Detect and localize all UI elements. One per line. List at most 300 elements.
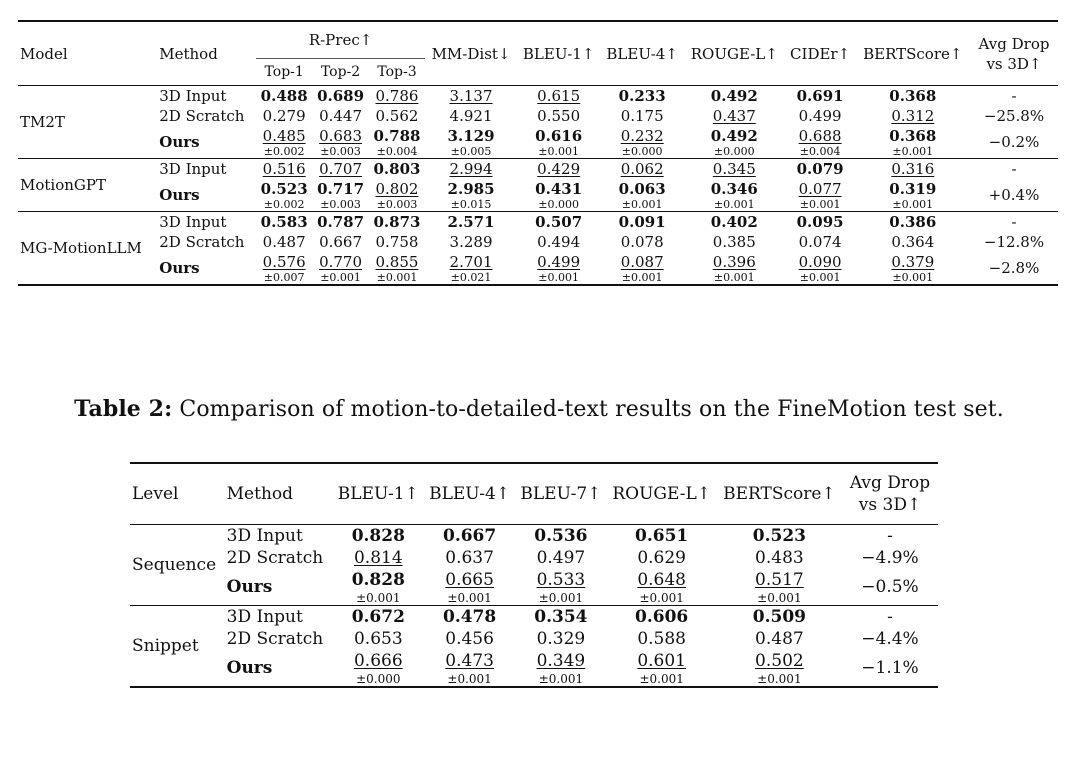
metric-value: 0.651 — [635, 526, 689, 546]
avg-drop-value: −0.2% — [988, 133, 1040, 151]
metric-value: 0.078 — [620, 233, 664, 251]
metric-value: 0.492 — [710, 87, 758, 105]
table-row — [18, 252, 1058, 285]
metric-std: ±0.007 — [263, 271, 305, 284]
metric-value: 0.087 — [620, 253, 664, 271]
metric-std: ±0.001 — [892, 198, 934, 211]
metric-value: 0.523 — [260, 180, 308, 198]
metric-value: 0.672 — [351, 607, 405, 627]
method-name: 3D Input — [159, 160, 227, 178]
table-row — [18, 232, 1058, 252]
metric-value: 0.232 — [620, 127, 664, 145]
metric-std: ±0.002 — [263, 145, 305, 158]
method-name: 2D Scratch — [226, 629, 324, 649]
metric-std: ±0.003 — [320, 198, 361, 211]
metric-cell — [856, 126, 970, 159]
metric-std: ±0.001 — [538, 591, 584, 605]
metric-value: 0.429 — [537, 160, 581, 178]
metric-std: ±0.001 — [621, 271, 663, 284]
metric-value: 0.667 — [319, 233, 363, 251]
metric-value: 0.689 — [317, 87, 365, 105]
metric-value: 0.629 — [637, 548, 686, 568]
metric-value: 0.523 — [752, 526, 806, 546]
method-name: 3D Input — [226, 526, 303, 546]
metric-cell — [684, 86, 785, 107]
metric-value: 0.354 — [534, 607, 588, 627]
metric-std: ±0.001 — [639, 591, 684, 605]
metric-value: 0.437 — [712, 107, 756, 125]
metric-value: 0.316 — [891, 160, 935, 178]
avg-drop-value: −25.8% — [983, 107, 1045, 125]
metric-cell — [369, 106, 425, 126]
metric-std: ±0.003 — [320, 145, 361, 158]
metric-value: 0.691 — [796, 87, 844, 105]
metric-cell — [515, 569, 606, 606]
metric-cell — [600, 179, 684, 212]
metric-value: 0.473 — [445, 651, 494, 671]
metric-std: ±0.001 — [799, 271, 841, 284]
col-header-mmdist: MM-Dist↓ — [431, 44, 511, 63]
metric-cell — [785, 159, 856, 180]
metric-cell — [515, 628, 606, 650]
avg-drop-value: −0.5% — [861, 577, 919, 597]
metric-std: ±0.004 — [799, 145, 841, 158]
metric-value: 3.129 — [447, 127, 495, 145]
metric-std: ±0.001 — [799, 198, 841, 211]
metric-std: ±0.001 — [639, 672, 684, 686]
model-name: MG-MotionLLM — [20, 239, 142, 257]
method-name: Ours — [159, 259, 200, 277]
metric-cell — [256, 159, 312, 180]
metric-cell — [684, 232, 785, 252]
metric-value: 0.063 — [618, 180, 666, 198]
metric-std: ±0.001 — [892, 271, 934, 284]
metric-value: 0.402 — [710, 213, 758, 231]
metric-cell — [856, 159, 970, 180]
metric-value: 0.090 — [798, 253, 842, 271]
metric-cell — [369, 86, 425, 107]
col-header-bleu1: BLEU-1↑ — [337, 484, 419, 504]
metric-value: 0.447 — [319, 107, 363, 125]
method-name: 2D Scratch — [226, 548, 324, 568]
metric-cell — [684, 252, 785, 285]
metric-cell — [256, 212, 312, 233]
metric-cell — [425, 126, 517, 159]
metric-std: ±0.001 — [713, 271, 755, 284]
metric-value: 0.502 — [755, 651, 804, 671]
table-row — [130, 650, 938, 687]
metric-std: ±0.021 — [450, 271, 492, 284]
method-name: Ours — [226, 658, 273, 678]
avg-drop-value: - — [1011, 213, 1017, 231]
method-name: 3D Input — [159, 87, 227, 105]
metric-cell — [333, 628, 424, 650]
metric-value: 0.576 — [262, 253, 306, 271]
metric-value: 3.289 — [449, 233, 493, 251]
metric-value: 0.074 — [798, 233, 842, 251]
metric-cell — [369, 232, 425, 252]
metric-std: ±0.001 — [621, 198, 663, 211]
metric-cell — [424, 606, 515, 629]
metric-value: 0.346 — [710, 180, 758, 198]
metric-std: ±0.001 — [447, 672, 492, 686]
metric-value: 0.517 — [755, 570, 804, 590]
metric-std: ±0.003 — [376, 198, 418, 211]
col-header-top3: Top-3 — [377, 64, 417, 80]
metric-std: ±0.000 — [538, 198, 579, 211]
metric-value: 0.616 — [535, 127, 583, 145]
metric-value: 0.077 — [798, 180, 842, 198]
avg-drop-value: −4.9% — [861, 548, 919, 568]
metric-value: 0.456 — [445, 629, 494, 649]
metric-cell — [856, 212, 970, 233]
metric-cell — [600, 106, 684, 126]
metric-value: 0.279 — [262, 107, 306, 125]
metric-cell — [607, 569, 717, 606]
metric-cell — [607, 525, 717, 548]
metric-cell — [333, 547, 424, 569]
metric-std: ±0.001 — [757, 591, 802, 605]
col-header-bleu1: BLEU-1↑ — [522, 44, 595, 63]
metric-cell — [717, 525, 842, 548]
metric-cell — [369, 126, 425, 159]
metric-cell — [424, 628, 515, 650]
metric-cell — [424, 547, 515, 569]
metric-value: 0.485 — [262, 127, 306, 145]
metric-value: 0.396 — [712, 253, 756, 271]
metric-value: 0.349 — [536, 651, 586, 671]
metric-std: ±0.001 — [538, 672, 584, 686]
method-name: 2D Scratch — [159, 107, 245, 125]
table-row — [18, 126, 1058, 159]
metric-value: 0.364 — [891, 233, 935, 251]
method-name: Ours — [159, 133, 200, 151]
metric-value: 2.994 — [449, 160, 493, 178]
table-body — [130, 525, 938, 688]
metric-value: 0.615 — [537, 87, 581, 105]
avg-drop-value: - — [887, 607, 893, 627]
metric-value: 0.509 — [752, 607, 806, 627]
avg-drop-value: - — [1011, 160, 1017, 178]
col-header-top1: Top-1 — [264, 64, 304, 80]
metric-std: ±0.002 — [263, 198, 305, 211]
metric-value: 0.499 — [537, 253, 581, 271]
method-name: 3D Input — [226, 607, 303, 627]
metric-value: 0.368 — [889, 87, 937, 105]
metric-value: 2.701 — [449, 253, 493, 271]
metric-value: 0.787 — [317, 213, 365, 231]
metric-cell — [717, 628, 842, 650]
metric-cell — [785, 86, 856, 107]
metric-cell — [517, 126, 601, 159]
metric-cell — [425, 232, 517, 252]
metric-value: 0.533 — [536, 570, 586, 590]
metric-std: ±0.000 — [621, 145, 663, 158]
table-row — [130, 547, 938, 569]
metric-value: 0.312 — [891, 107, 935, 125]
metric-cell — [333, 525, 424, 548]
metric-value: 0.637 — [445, 548, 494, 568]
metric-value: 0.488 — [260, 87, 308, 105]
metric-cell — [607, 606, 717, 629]
col-header-top2: Top-2 — [320, 64, 361, 80]
metric-cell — [425, 159, 517, 180]
metric-value: 0.873 — [373, 213, 421, 231]
metric-cell — [312, 212, 368, 233]
metric-cell — [312, 106, 368, 126]
metric-cell — [515, 606, 606, 629]
results-table-levels — [130, 462, 938, 688]
metric-cell — [785, 212, 856, 233]
metric-value: 0.345 — [712, 160, 756, 178]
metric-value: 0.233 — [618, 87, 666, 105]
metric-cell — [600, 252, 684, 285]
metric-value: 0.091 — [618, 213, 666, 231]
metric-std: ±0.004 — [376, 145, 418, 158]
metric-cell — [600, 212, 684, 233]
metric-cell — [369, 159, 425, 180]
col-header-method: Method — [226, 484, 294, 504]
metric-value: 0.431 — [535, 180, 583, 198]
metric-cell — [312, 159, 368, 180]
metric-cell — [785, 252, 856, 285]
metric-cell — [333, 606, 424, 629]
metric-std: ±0.001 — [892, 145, 934, 158]
metric-value: 0.855 — [375, 253, 419, 271]
metric-value: 0.079 — [796, 160, 844, 178]
metric-cell — [256, 252, 312, 285]
metric-cell — [517, 212, 601, 233]
metric-value: 0.786 — [375, 87, 419, 105]
metric-value: 0.507 — [535, 213, 583, 231]
metric-value: 3.137 — [449, 87, 493, 105]
metric-value: 0.062 — [620, 160, 664, 178]
metric-cell — [425, 106, 517, 126]
metric-value: 2.571 — [447, 213, 495, 231]
metric-cell — [425, 252, 517, 285]
col-header-model: Model — [20, 44, 68, 63]
level-name: Snippet — [132, 636, 199, 656]
metric-cell — [717, 606, 842, 629]
metric-cell — [600, 159, 684, 180]
metric-cell — [425, 212, 517, 233]
metric-cell — [856, 179, 970, 212]
metric-std: ±0.001 — [376, 271, 418, 284]
metric-cell — [684, 126, 785, 159]
metric-cell — [717, 650, 842, 687]
metric-cell — [684, 159, 785, 180]
metric-std: ±0.001 — [447, 591, 492, 605]
metric-value: 0.707 — [319, 160, 363, 178]
metric-cell — [785, 126, 856, 159]
metric-cell — [607, 650, 717, 687]
table-row — [130, 606, 938, 629]
metric-value: 0.497 — [536, 548, 586, 568]
col-header-rprec: R-Prec↑ — [256, 21, 425, 59]
avg-drop-value: −2.8% — [988, 259, 1040, 277]
metric-value: 0.095 — [796, 213, 844, 231]
metric-cell — [333, 569, 424, 606]
results-table-finemotion — [18, 20, 1058, 286]
table-row — [18, 179, 1058, 212]
metric-value: 0.499 — [798, 107, 842, 125]
metric-value: 0.492 — [710, 127, 758, 145]
level-name: Sequence — [132, 555, 217, 575]
metric-cell — [717, 547, 842, 569]
metric-std: ±0.001 — [538, 271, 579, 284]
method-name: Ours — [226, 577, 273, 597]
method-name: Ours — [159, 186, 200, 204]
metric-cell — [312, 179, 368, 212]
metric-value: 0.516 — [262, 160, 306, 178]
metric-cell — [600, 232, 684, 252]
metric-cell — [856, 232, 970, 252]
caption-text: Comparison of motion-to-detailed-text results on the FineMotion test set. — [179, 397, 1004, 422]
avg-drop-value: −4.4% — [861, 629, 919, 649]
metric-value: 0.483 — [755, 548, 804, 568]
metric-cell — [607, 628, 717, 650]
table-row — [18, 86, 1058, 107]
table-row — [18, 159, 1058, 180]
table-row — [130, 569, 938, 606]
metric-cell — [256, 86, 312, 107]
metric-value: 0.666 — [353, 651, 403, 671]
col-header-bleu4: BLEU-4↑ — [606, 44, 678, 63]
metric-std: ±0.001 — [356, 591, 401, 605]
metric-cell — [369, 212, 425, 233]
table-row — [18, 212, 1058, 233]
metric-value: 0.550 — [537, 107, 581, 125]
metric-cell — [785, 106, 856, 126]
metric-cell — [369, 252, 425, 285]
metric-cell — [312, 252, 368, 285]
metric-value: 0.379 — [891, 253, 935, 271]
col-header-avgdrop: Avg Drop vs 3D↑ — [978, 34, 1050, 73]
col-header-avgdrop: Avg Drop vs 3D↑ — [849, 473, 931, 515]
metric-value: 0.583 — [260, 213, 308, 231]
metric-cell — [515, 650, 606, 687]
metric-value: 0.717 — [317, 180, 365, 198]
metric-value: 0.653 — [353, 629, 403, 649]
metric-value: 0.329 — [536, 629, 586, 649]
metric-value: 0.688 — [798, 127, 842, 145]
metric-cell — [312, 232, 368, 252]
metric-cell — [785, 232, 856, 252]
metric-value: 0.828 — [351, 570, 405, 590]
metric-value: 0.665 — [445, 570, 494, 590]
metric-cell — [425, 86, 517, 107]
col-header-bertscore: BERTScore↑ — [863, 44, 963, 63]
metric-value: 0.319 — [889, 180, 937, 198]
metric-value: 0.814 — [353, 548, 403, 568]
metric-cell — [717, 569, 842, 606]
metric-value: 0.601 — [637, 651, 686, 671]
metric-value: 0.788 — [373, 127, 421, 145]
metric-cell — [515, 547, 606, 569]
metric-value: 0.758 — [375, 233, 419, 251]
metric-cell — [369, 179, 425, 212]
metric-value: 0.606 — [635, 607, 689, 627]
col-header-bleu7: BLEU-7↑ — [520, 484, 602, 504]
metric-std: ±0.005 — [450, 145, 492, 158]
metric-cell — [856, 252, 970, 285]
metric-cell — [607, 547, 717, 569]
metric-cell — [600, 86, 684, 107]
metric-cell — [425, 179, 517, 212]
metric-value: 4.921 — [449, 107, 493, 125]
col-header-bleu4: BLEU-4↑ — [429, 484, 511, 504]
metric-cell — [517, 179, 601, 212]
col-header-cider: CIDEr↑ — [790, 44, 851, 63]
avg-drop-value: - — [1011, 87, 1017, 105]
metric-cell — [856, 86, 970, 107]
col-header-bertscore: BERTScore↑ — [723, 484, 836, 504]
col-header-level: Level — [132, 484, 179, 504]
metric-value: 0.648 — [637, 570, 686, 590]
metric-cell — [517, 86, 601, 107]
model-name: TM2T — [20, 113, 65, 131]
metric-cell — [600, 126, 684, 159]
metric-std: ±0.015 — [450, 198, 492, 211]
table-caption — [0, 396, 1078, 422]
caption-label: Table 2: — [74, 396, 173, 422]
metric-value: 0.368 — [889, 127, 937, 145]
avg-drop-value: - — [887, 526, 893, 546]
metric-value: 0.802 — [375, 180, 419, 198]
metric-value: 0.683 — [319, 127, 363, 145]
table-row — [18, 106, 1058, 126]
metric-cell — [333, 650, 424, 687]
metric-std: ±0.001 — [538, 145, 579, 158]
metric-value: 0.175 — [620, 107, 664, 125]
metric-cell — [256, 126, 312, 159]
metric-cell — [424, 650, 515, 687]
avg-drop-value: +0.4% — [988, 186, 1040, 204]
metric-cell — [424, 569, 515, 606]
metric-value: 0.487 — [262, 233, 306, 251]
table-row — [130, 525, 938, 548]
metric-cell — [856, 106, 970, 126]
metric-value: 2.985 — [447, 180, 495, 198]
metric-value: 0.386 — [889, 213, 937, 231]
metric-cell — [517, 106, 601, 126]
metric-cell — [517, 232, 601, 252]
metric-std: ±0.001 — [320, 271, 361, 284]
metric-value: 0.667 — [442, 526, 497, 546]
metric-value: 0.562 — [375, 107, 419, 125]
metric-cell — [515, 525, 606, 548]
metric-cell — [684, 212, 785, 233]
metric-value: 0.828 — [351, 526, 405, 546]
metric-cell — [256, 179, 312, 212]
avg-drop-value: −1.1% — [861, 658, 919, 678]
metric-std: ±0.001 — [757, 672, 802, 686]
metric-value: 0.494 — [537, 233, 581, 251]
metric-cell — [684, 106, 785, 126]
col-header-rougel: ROUGE-L↑ — [612, 484, 711, 504]
table-row — [130, 628, 938, 650]
col-header-rougel: ROUGE-L↑ — [690, 44, 778, 63]
metric-value: 0.770 — [319, 253, 363, 271]
metric-value: 0.487 — [755, 629, 804, 649]
avg-drop-value: −12.8% — [983, 233, 1045, 251]
metric-cell — [424, 525, 515, 548]
col-header-method: Method — [159, 44, 218, 63]
metric-cell — [517, 159, 601, 180]
metric-value: 0.536 — [534, 526, 588, 546]
metric-cell — [517, 252, 601, 285]
method-name: 3D Input — [159, 213, 227, 231]
